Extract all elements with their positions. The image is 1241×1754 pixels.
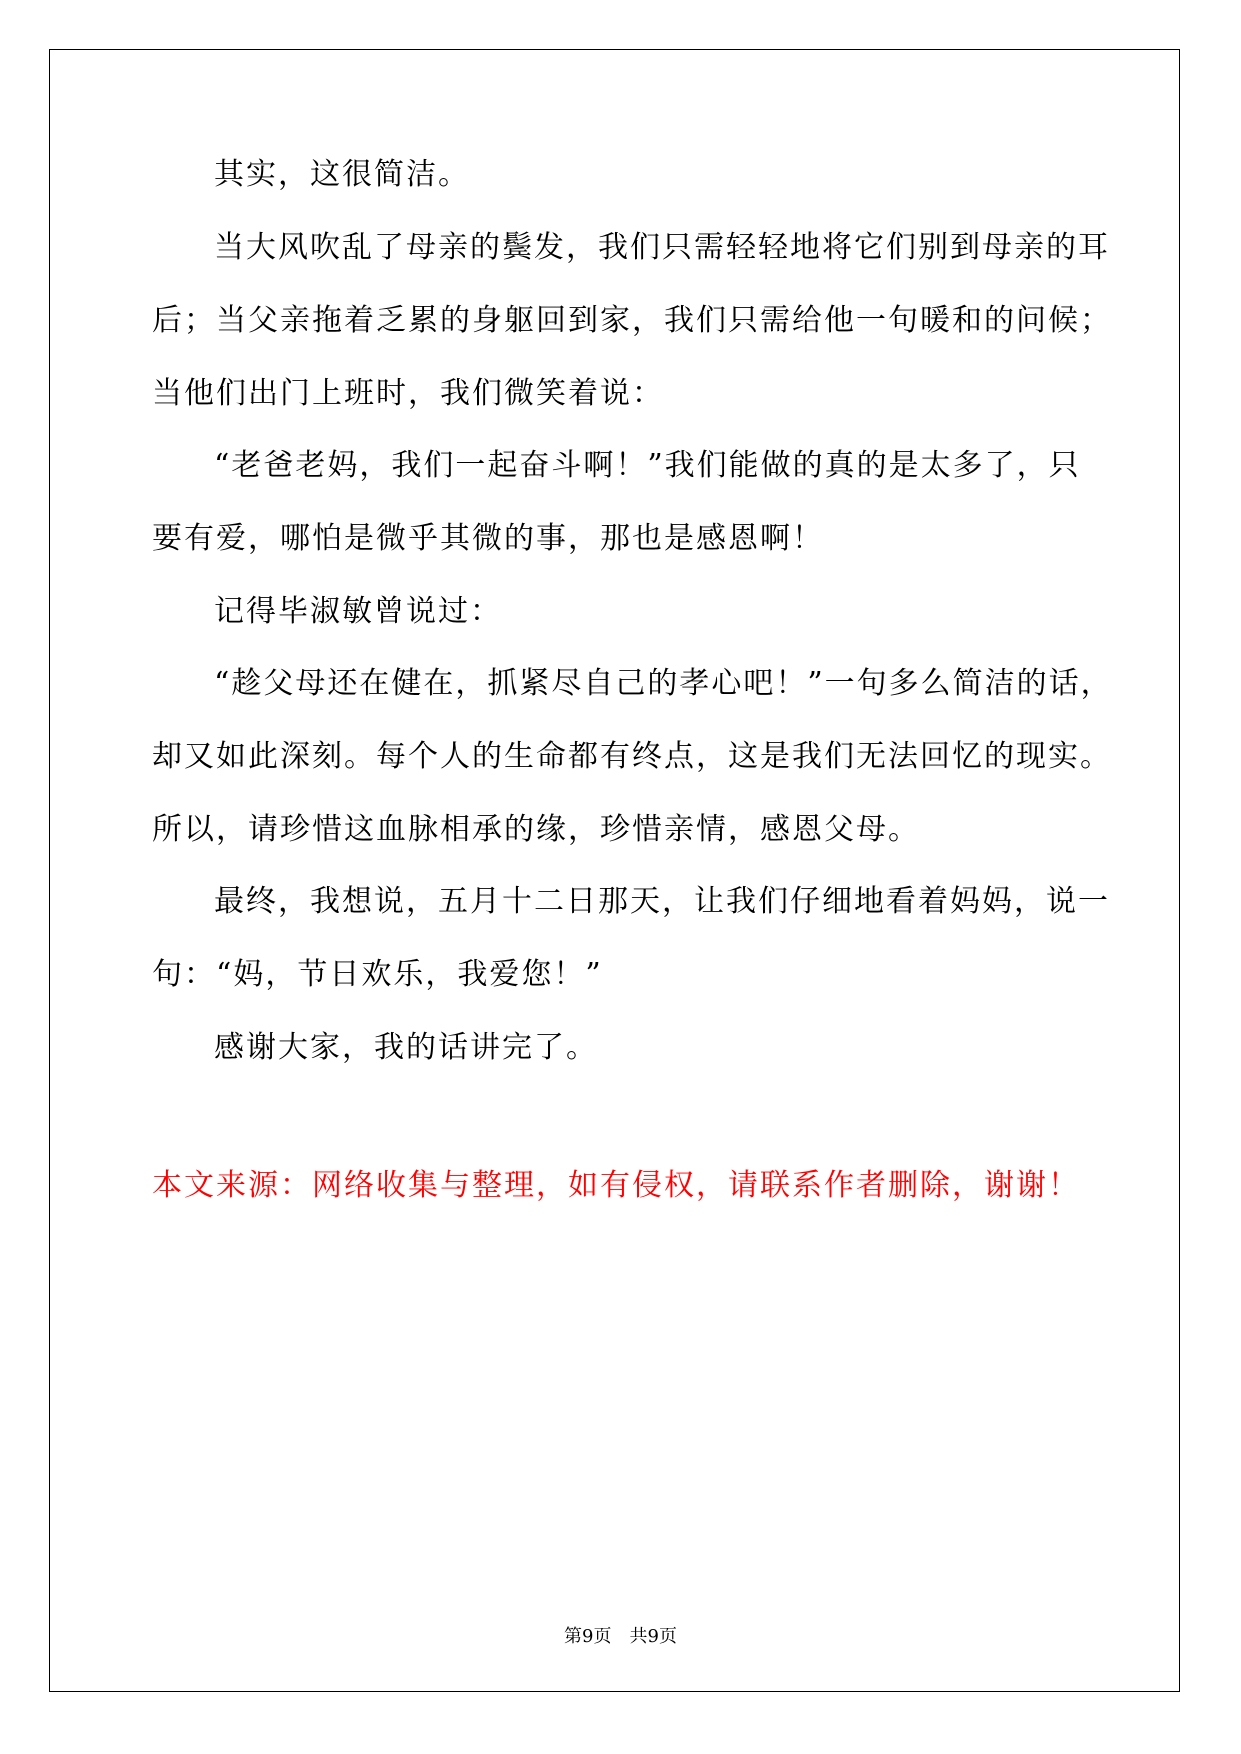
page-border bbox=[49, 49, 1180, 1692]
paragraph-line: “趁父母还在健在，抓紧尽自己的孝心吧！”一句多么简洁的话， bbox=[214, 666, 1113, 701]
source-note: 本文来源：网络收集与整理，如有侵权，请联系作者删除，谢谢！ bbox=[152, 1168, 1080, 1203]
paragraph-line: 感谢大家，我的话讲完了。 bbox=[214, 1030, 598, 1065]
paragraph-line: 要有爱，哪怕是微乎其微的事，那也是感恩啊！ bbox=[152, 521, 824, 556]
page-number-total: 共9页 bbox=[629, 1626, 677, 1647]
paragraph-line: 当他们出门上班时，我们微笑着说： bbox=[152, 376, 664, 411]
paragraph-line: 后；当父亲拖着乏累的身躯回到家，我们只需给他一句暖和的问候； bbox=[152, 303, 1112, 338]
page-footer bbox=[0, 1625, 1241, 1649]
paragraph-line: 句：“妈，节日欢乐，我爱您！” bbox=[152, 957, 603, 992]
paragraph-line: 所以，请珍惜这血脉相承的缘，珍惜亲情，感恩父母。 bbox=[152, 812, 920, 847]
paragraph-line: 当大风吹乱了母亲的鬓发，我们只需轻轻地将它们别到母亲的耳 bbox=[214, 230, 1110, 265]
paragraph-line: 最终，我想说，五月十二日那天，让我们仔细地看着妈妈，说一 bbox=[214, 884, 1110, 919]
paragraph-line: “老爸老妈，我们一起奋斗啊！”我们能做的真的是太多了，只 bbox=[214, 448, 1081, 483]
page-number-current: 第9页 bbox=[564, 1626, 612, 1647]
paragraph-line: 其实，这很简洁。 bbox=[214, 157, 470, 192]
paragraph-line: 记得毕淑敏曾说过： bbox=[214, 594, 502, 629]
paragraph-line: 却又如此深刻。每个人的生命都有终点，这是我们无法回忆的现实。 bbox=[152, 739, 1112, 774]
